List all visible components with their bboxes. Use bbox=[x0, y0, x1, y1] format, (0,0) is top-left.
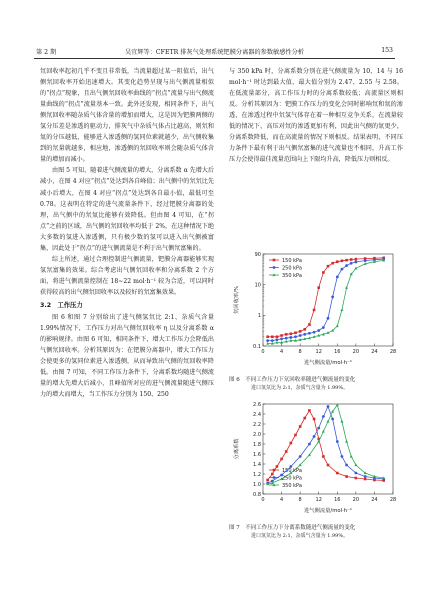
data-point bbox=[345, 264, 348, 267]
data-point bbox=[285, 450, 288, 453]
figure-6-title: 图 6 不同工作压力下氘回收率随进气侧流量的变化 bbox=[229, 377, 356, 383]
y-axis-label: 氘回收率/% bbox=[234, 285, 240, 315]
data-point bbox=[299, 455, 302, 458]
data-point bbox=[322, 415, 325, 418]
data-point bbox=[336, 260, 339, 263]
y-tick-label: 90 bbox=[254, 251, 261, 258]
y-tick-label: 2.0 bbox=[253, 431, 261, 438]
x-tick-label: 8 bbox=[298, 349, 302, 355]
data-point bbox=[271, 339, 274, 342]
figure-6-caption bbox=[229, 376, 403, 392]
figure-7 bbox=[229, 398, 403, 540]
data-point bbox=[336, 324, 339, 327]
x-tick-label: 12 bbox=[315, 497, 322, 503]
x-tick-label: 20 bbox=[352, 349, 360, 355]
data-point bbox=[317, 286, 320, 289]
chart-deuterium-recovery bbox=[229, 248, 403, 368]
page-number: 153 bbox=[381, 47, 393, 54]
section-heading: 3.2 工作压力 bbox=[40, 301, 83, 309]
data-point bbox=[327, 420, 330, 423]
data-point bbox=[280, 338, 283, 341]
x-tick-label: 12 bbox=[315, 349, 322, 355]
data-point bbox=[303, 417, 306, 420]
data-point bbox=[308, 332, 311, 335]
right-column bbox=[229, 66, 403, 165]
data-point bbox=[355, 258, 358, 261]
x-tick-label: 4 bbox=[279, 497, 284, 503]
data-point bbox=[285, 333, 288, 336]
data-point bbox=[308, 443, 311, 446]
data-point bbox=[280, 458, 283, 461]
data-point bbox=[303, 328, 306, 331]
x-tick-label: 16 bbox=[334, 349, 341, 355]
data-point bbox=[290, 332, 293, 335]
y-tick-label: 1.8 bbox=[253, 441, 261, 448]
y-tick-label: 2.6 bbox=[253, 401, 261, 408]
data-point bbox=[336, 275, 339, 278]
x-tick-label: 8 bbox=[298, 497, 302, 503]
figure-7-caption bbox=[229, 524, 403, 540]
data-point bbox=[350, 262, 353, 265]
data-point bbox=[266, 339, 269, 342]
y-tick-label: 2.2 bbox=[253, 421, 261, 428]
running-title: 吴宜辉等：CFETR 排灰气处理系统钯膜分离器的参数敏感性分析 bbox=[125, 49, 304, 56]
data-point bbox=[341, 260, 344, 263]
legend-label: 150 kPa bbox=[282, 257, 302, 264]
data-point bbox=[271, 335, 274, 338]
data-point bbox=[331, 262, 334, 265]
data-point bbox=[276, 465, 279, 468]
data-point bbox=[354, 472, 357, 475]
paragraph: 综上所述，通过合理控制进气侧流量，钯膜分离器能够实现氢氘富集的效果。综合考虑出气侧氘回收率和分离系数 2 个方面，将进气侧流量控制在 18~22 mol·h⁻¹ 较为合适，可以同时获得较高的出气侧氘回收率以及较好的氘富集效果。 bbox=[40, 255, 214, 296]
data-point bbox=[331, 295, 334, 298]
x-tick-label: 24 bbox=[371, 497, 378, 503]
x-tick-label: 28 bbox=[389, 497, 397, 503]
data-point bbox=[341, 268, 344, 271]
data-point bbox=[336, 440, 339, 443]
data-point bbox=[345, 259, 348, 262]
x-tick-label: 20 bbox=[352, 497, 360, 503]
y-tick-label: 0.8 bbox=[253, 491, 261, 498]
legend-label: 150 kPa bbox=[282, 467, 302, 474]
series-line bbox=[268, 259, 384, 341]
data-point bbox=[299, 425, 302, 428]
data-point bbox=[308, 323, 311, 326]
data-point bbox=[364, 478, 367, 481]
data-point bbox=[355, 477, 358, 480]
paragraph: 氘回收率起初几乎不变且非常低，当流量超过某一阻值后，出气侧氘回收率开始迅速增大。其变化趋势呈现与出气侧流量相似的“拐点”现象，且出气侧氘回收率曲线的“拐点”流量与出气侧流量曲线的“拐点”流量基本一致。此外还发现，相同条件下，出气侧氘回收率随杂质气体含量的增加而增大，这是因为钯膜两侧的氢分压差是渗透的驱动力，排灰气中杂质气体占比越高，则氘和氚的分压越低，能够进入渗透侧的氢同位素就越少，出气侧收集到的氘量就越多，相应地，渗透侧的氘回收率则会随杂质气体含量的增加而减小。 bbox=[40, 68, 214, 164]
y-tick-label: 1.6 bbox=[253, 451, 261, 458]
data-point bbox=[276, 335, 279, 338]
data-point bbox=[345, 464, 348, 467]
data-point bbox=[299, 330, 302, 333]
data-point bbox=[322, 271, 325, 274]
legend-label: 350 kPa bbox=[282, 482, 302, 489]
data-point bbox=[331, 418, 334, 421]
legend-marker bbox=[273, 259, 276, 262]
data-point bbox=[280, 334, 283, 337]
y-tick-label: 1.4 bbox=[253, 461, 261, 468]
figure-7-title: 图 7 不同工作压力下分离系数随进气侧流量的变化 bbox=[229, 525, 356, 531]
y-tick-label: 1.0 bbox=[253, 481, 261, 488]
y-tick-label: 1.2 bbox=[253, 471, 261, 478]
x-tick-label: 24 bbox=[371, 349, 378, 355]
paragraph: 由图 5 可知，随着进气侧流量的增大，分离系数 α 先增大后减小，在图 4 对应“拐点”处达到各自峰值；出气侧中的氘氘比先减小后增大，在图 4 对应“拐点”处达到各自最小值，最低可至 0.78。这表明在特定的进气流量条件下，经过钯膜分离器的处理，出气侧中的氘氚比能够有效降低。但由图 4 可知，在“拐点”之前的区域，出气侧的氘回收率均低于 2%，在这种情况下绝大多数的氢进入渗透侧，只有极少数的氢可以进入出气侧被富集，因此处于“拐点”的进气侧流量是不利于出气侧氘富集的。 bbox=[40, 167, 214, 252]
data-point bbox=[327, 405, 330, 408]
data-point bbox=[340, 308, 343, 311]
data-point bbox=[317, 427, 320, 430]
paragraph: 与 350 kPa 时，分离系数分别在进气侧流量为 10、14 与 16 mol·h⁻¹ 时达到最大值，最大值分别为 2.47、2.55 与 2.58。在低流量部分，高工作压力时的分离系数较低；高流量区则相反。分析其原因为：钯膜工作压力的变化会同时影响氘和氚的渗透，在渗透过程中氘氢气体存在着一种相互竞争关系，在流量较低的情况下，高压对氘的渗透更加有利，因此出气侧的氚更少，分离系数降低，而在高流量的情况下则相反。结果表明，不同压力条件下最有利于出气侧氘富集的进气流量也不相同，升高工作压力会使得最佳流量范围向上下限均升高，降低压力则相反。 bbox=[229, 68, 403, 164]
data-point bbox=[327, 265, 330, 268]
data-point bbox=[313, 331, 316, 334]
x-tick-label: 4 bbox=[279, 349, 284, 355]
data-point bbox=[294, 335, 297, 338]
chart-separation-factor bbox=[229, 398, 403, 516]
running-header bbox=[34, 44, 395, 59]
data-point bbox=[336, 472, 339, 475]
legend-label: 350 kPa bbox=[282, 272, 302, 279]
data-point bbox=[327, 317, 330, 320]
data-point bbox=[322, 326, 325, 329]
issue-number: 第 2 期 bbox=[36, 49, 57, 56]
figure-6 bbox=[229, 248, 403, 392]
y-tick-label: 2.4 bbox=[253, 411, 261, 418]
data-point bbox=[317, 329, 320, 332]
data-point bbox=[303, 333, 306, 336]
figure-7-subtitle: 进口氢氘比为 2:1，杂质气含量为 1.99%。 bbox=[251, 533, 349, 539]
data-point bbox=[350, 258, 353, 261]
data-point bbox=[341, 455, 344, 458]
data-point bbox=[327, 464, 330, 467]
left-column bbox=[40, 66, 214, 400]
legend-marker bbox=[273, 476, 276, 479]
data-point bbox=[276, 338, 279, 341]
data-point bbox=[364, 259, 367, 262]
legend-label: 250 kPa bbox=[282, 475, 302, 482]
data-point bbox=[313, 418, 316, 421]
data-point bbox=[345, 440, 348, 443]
x-tick-label: 0 bbox=[261, 349, 265, 355]
x-axis-label: 进气侧流量/mol·h⁻¹ bbox=[303, 360, 353, 366]
data-point bbox=[271, 473, 274, 476]
data-point bbox=[313, 435, 316, 438]
data-point bbox=[289, 336, 292, 339]
data-point bbox=[294, 434, 297, 437]
y-tick-label: 10 bbox=[254, 282, 261, 289]
paragraph: 图 6 和图 7 分别给出了进气侧氢氘比 2:1、杂质气含量 1.99%情况下，工作压力对出气侧氘回收率 η 以及分离系数 α 的影响规律。由图 6 可知，相同条件下，增大工作压力会降低出气侧氘回收率。分析其原因为：在钯膜分离器中，增大工作压力会使更多的氢同位素进入渗透侧，从而导致出气侧的氘回收率降低。由图 7 可知，不同工作压力条件下，分离系数均随进气侧流量的增大先增大后减小，且峰值所对应的进气侧流量随进气侧压力的增大而增大，当工作压力分别为 150、250 bbox=[40, 314, 214, 399]
data-point bbox=[294, 331, 297, 334]
data-point bbox=[308, 409, 311, 412]
data-point bbox=[290, 442, 293, 445]
legend-marker bbox=[273, 469, 276, 472]
data-point bbox=[345, 475, 348, 478]
legend-label: 250 kPa bbox=[282, 265, 302, 272]
x-tick-label: 0 bbox=[261, 497, 265, 503]
legend-marker bbox=[273, 266, 276, 269]
y-tick-label: 0.1 bbox=[253, 343, 261, 350]
x-tick-label: 28 bbox=[389, 349, 397, 355]
data-point bbox=[299, 334, 302, 337]
data-point bbox=[322, 455, 325, 458]
data-point bbox=[345, 286, 348, 289]
data-point bbox=[313, 309, 316, 312]
figure-6-subtitle: 进口氢氘比为 2:1，杂质气含量为 1.99%。 bbox=[251, 385, 349, 391]
x-tick-label: 16 bbox=[334, 497, 341, 503]
data-point bbox=[285, 337, 288, 340]
data-point bbox=[266, 335, 269, 338]
data-point bbox=[340, 420, 343, 423]
data-point bbox=[266, 479, 269, 482]
data-point bbox=[354, 261, 357, 264]
y-tick-label: 1 bbox=[257, 313, 261, 320]
data-point bbox=[350, 455, 353, 458]
data-point bbox=[364, 475, 367, 478]
x-axis-label: 进气侧流量/mol·h⁻¹ bbox=[303, 508, 353, 514]
y-axis-label: 分离系数 bbox=[234, 438, 240, 460]
